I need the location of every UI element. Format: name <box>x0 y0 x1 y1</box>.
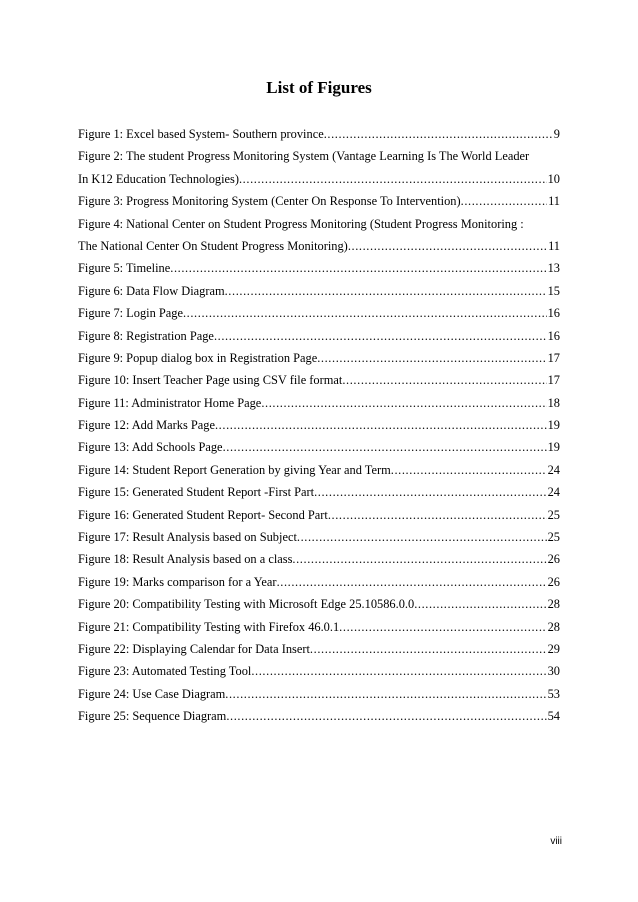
figure-entry-title: Figure 18: Result Analysis based on a class <box>78 552 293 567</box>
figure-entry-title: The National Center On Student Progress Monitoring) <box>78 238 348 253</box>
dot-leader <box>277 575 547 590</box>
dot-leader <box>292 552 546 567</box>
dot-leader <box>314 485 547 500</box>
dot-leader <box>339 620 546 635</box>
figure-entry[interactable] <box>78 463 560 478</box>
dot-leader <box>215 418 547 433</box>
figure-list <box>78 127 560 732</box>
figure-entry[interactable] <box>78 664 560 679</box>
dot-leader <box>414 597 546 612</box>
figure-entry[interactable] <box>78 217 560 254</box>
dot-leader <box>225 687 546 702</box>
figure-entry[interactable] <box>78 709 560 724</box>
figure-entry-title: Figure 9: Popup dialog box in Registration Page <box>78 350 318 365</box>
dot-leader <box>223 440 547 455</box>
page-title: List of Figures <box>266 78 372 97</box>
dot-leader <box>391 463 547 478</box>
dot-leader <box>324 127 553 142</box>
dot-leader <box>225 284 547 299</box>
figure-entry-page-number: 28 <box>547 597 560 612</box>
figure-entry-title: Figure 12: Add Marks Page <box>78 418 215 433</box>
figure-entry[interactable] <box>78 194 560 209</box>
figure-entry-title: Figure 7: Login Page <box>78 306 183 321</box>
figure-entry[interactable] <box>78 552 560 567</box>
figure-entry-title: Figure 13: Add Schools Page <box>78 440 223 455</box>
figure-entry[interactable] <box>78 597 560 612</box>
figure-entry-title: Figure 11: Administrator Home Page <box>78 395 262 410</box>
figure-entry-page-number: 10 <box>547 171 560 186</box>
figure-entry-page-number: 24 <box>547 485 560 500</box>
figure-entry-page-number: 19 <box>547 440 560 455</box>
figure-entry[interactable] <box>78 373 560 388</box>
dot-leader <box>261 396 546 411</box>
figure-entry[interactable] <box>78 149 560 186</box>
figure-entry[interactable] <box>78 687 560 702</box>
figure-entry-page-number: 19 <box>547 418 560 433</box>
figure-entry-title: Figure 17: Result Analysis based on Subject <box>78 530 297 545</box>
figure-entry-page-number: 11 <box>548 238 560 253</box>
figure-entry-title: Figure 16: Generated Student Report- Second Part <box>78 507 328 522</box>
figure-entry[interactable] <box>78 642 560 657</box>
figure-entry[interactable] <box>78 440 560 455</box>
figure-entry-title: Figure 8: Registration Page <box>78 328 214 343</box>
figure-entry[interactable] <box>78 418 560 433</box>
figure-entry-page-number: 53 <box>547 686 560 701</box>
figure-entry[interactable] <box>78 284 560 299</box>
figure-entry-page-number: 29 <box>547 641 560 656</box>
figure-entry-title: Figure 5: Timeline <box>78 261 171 276</box>
figure-entry-page-number: 54 <box>547 709 560 724</box>
figure-entry-title: In K12 Education Technologies) <box>78 171 239 186</box>
dot-leader <box>239 172 547 187</box>
figure-entry-title: Figure 23: Automated Testing Tool <box>78 664 252 679</box>
dot-leader <box>226 709 546 724</box>
figure-entry-title: Figure 24: Use Case Diagram <box>78 686 226 701</box>
figure-entry-title: Figure 19: Marks comparison for a Year <box>78 574 277 589</box>
figure-entry-page-number: 18 <box>547 395 560 410</box>
figure-entry[interactable] <box>78 261 560 276</box>
dot-leader <box>461 194 547 209</box>
figure-entry-page-number: 16 <box>547 306 560 321</box>
figure-entry-page-number: 17 <box>547 373 560 388</box>
figure-entry-title-first-line: Figure 2: The student Progress Monitoring System (Vantage Learning Is The World Leader <box>78 149 530 164</box>
dot-leader <box>342 373 546 388</box>
figure-entry-page-number: 26 <box>547 574 560 589</box>
figure-entry-page-number: 9 <box>553 127 560 141</box>
figure-entry-title: Figure 25: Sequence Diagram <box>78 709 227 724</box>
figure-entry-title: Figure 21: Compatibility Testing with Firefox 46.0.1 <box>78 619 340 634</box>
figure-entry-title: Figure 15: Generated Student Report -First Part <box>78 485 315 500</box>
figure-entry-title: Figure 22: Displaying Calendar for Data Insert <box>78 641 310 656</box>
figure-entry-title-first-line: Figure 4: National Center on Student Progress Monitoring (Student Progress Monitoring : <box>78 216 524 231</box>
dot-leader <box>214 329 547 344</box>
figure-entry-page-number: 30 <box>547 664 560 679</box>
figure-entry[interactable] <box>78 329 560 344</box>
figure-entry[interactable] <box>78 127 560 142</box>
dot-leader <box>348 239 547 254</box>
figure-entry-title: Figure 10: Insert Teacher Page using CSV file format <box>78 373 343 388</box>
figure-entry[interactable] <box>78 306 560 321</box>
page-number: viii <box>550 836 562 847</box>
figure-entry[interactable] <box>78 508 560 523</box>
dot-leader <box>251 664 546 679</box>
figure-entry[interactable] <box>78 530 560 545</box>
figure-entry-page-number: 28 <box>547 619 560 634</box>
figure-entry-title: Figure 3: Progress Monitoring System (Center On Response To Intervention) <box>78 194 461 209</box>
figure-entry-title: Figure 20: Compatibility Testing with Microsoft Edge 25.10586.0.0 <box>78 597 415 612</box>
figure-entry-title: Figure 6: Data Flow Diagram <box>78 283 225 298</box>
figure-entry[interactable] <box>78 351 560 366</box>
figure-entry-title: Figure 1: Excel based System- Southern province <box>78 127 324 141</box>
figure-entry-page-number: 16 <box>547 328 560 343</box>
dot-leader <box>297 530 547 545</box>
figure-entry[interactable] <box>78 575 560 590</box>
dot-leader <box>310 642 547 657</box>
figure-entry-page-number: 17 <box>547 350 560 365</box>
figure-entry-page-number: 11 <box>548 194 560 209</box>
dot-leader <box>170 261 546 276</box>
dot-leader <box>328 508 547 523</box>
dot-leader <box>183 306 547 321</box>
figure-entry-page-number: 15 <box>547 283 560 298</box>
dot-leader <box>317 351 546 366</box>
figure-entry-page-number: 13 <box>547 261 560 276</box>
figure-entry-page-number: 25 <box>547 507 560 522</box>
figure-entry-page-number: 26 <box>547 552 560 567</box>
figure-entry-page-number: 25 <box>547 530 560 545</box>
figure-entry[interactable] <box>78 620 560 635</box>
figure-entry-title: Figure 14: Student Report Generation by giving Year and Term <box>78 462 391 477</box>
figure-entry-page-number: 24 <box>547 462 560 477</box>
figure-entry[interactable] <box>78 485 560 500</box>
figure-entry[interactable] <box>78 396 560 411</box>
